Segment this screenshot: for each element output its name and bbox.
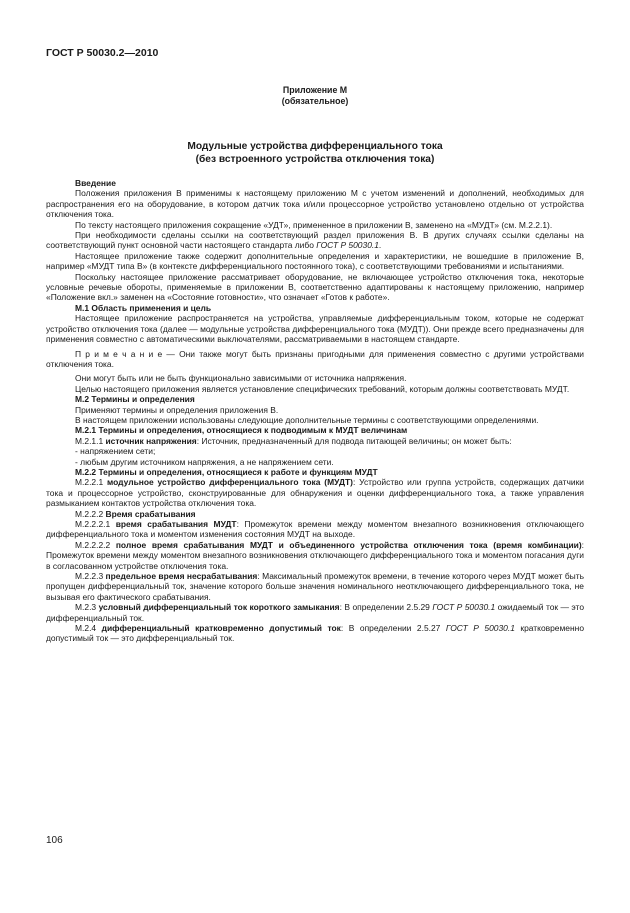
clause-number: М.2.2.3 [75,571,106,582]
m1-paragraph-2: Они могут быть или не быть функционально зависимыми от источника напряжения. [75,373,407,384]
standard-reference: ГОСТ Р 50030.1 [316,240,379,251]
standard-header: ГОСТ Р 50030.2—2010 [46,47,159,59]
def-m24 [46,623,584,644]
defined-term: полное время срабатывания МУДТ и объединенного устройства отключения тока (время комбинации) [115,539,582,550]
intro-paragraph-1: Положения приложения В применимы к настоящему приложению М с учетом изменений и дополнений, необходимых для распространения его на оборудование, в котором датчик тока и/или процессорное устройство установлено отдельно от устройства отключения тока. [46,188,584,220]
standard-reference: ГОСТ Р 50030.1 [445,623,515,634]
def-m221 [46,477,584,508]
definition-text: : Промежуток времени между моментом внезапного возникновения отключающего дифференциального тока и моментом изменения состояния МУДТ на выходе. [46,519,585,540]
list-item: - любым другим источником напряжения, а не напряжением сети. [75,456,334,467]
defined-term: дифференциальный кратковременно допустимый ток [101,623,341,634]
definition-text: : Максимальный промежуток времени, в течение которого через МУДТ может быть пропущен дифференциальный ток, значение которого больше значения номинального неотключающего дифференциального тока, не вызывая его фактического срабатывания. [46,571,585,602]
definition-text: : В определении 2.5.29 [339,602,433,613]
definition-text: ожидаемый ток — это дифференциальный ток. [46,602,585,623]
clause-number: М.2.2.2.2 [75,539,116,550]
clause-number: М.2.4 [75,623,102,634]
def-m223 [46,571,584,602]
intro-p3-end: . [378,240,382,251]
m1-paragraph-1: Настоящее приложение распространяется на устройства, управляемые дифференциальным током, которые не содержат устройство отключения тока (далее — модульные устройства дифференциального тока (МУДТ)). Они прежде всего предназначены для применения совместно с автоматическими выключателями, рассматриваемыми в настоящем стандарте. [46,313,584,345]
defined-term: источник напряжения [105,435,197,446]
def-m2221 [46,519,584,540]
annex-heading [46,85,584,107]
list-item: - напряжением сети; [75,446,156,457]
clause-number: М.2.2.1 [75,477,107,488]
clause-number: М.2.3 [75,602,99,613]
def-m23 [46,602,584,623]
m2-paragraph-2: В настоящем приложении использованы следующие дополнительные термины с соответствующими определениями. [75,414,539,425]
def-m2222 [46,540,584,571]
section-title [46,141,584,166]
m2-paragraph-1: Применяют термины и определения приложения В. [75,404,279,415]
definition-text: : В определении 2.5.27 [340,623,446,634]
m1-heading: М.1 Область применения и цель [75,302,212,313]
definition-text: : Промежуток времени между моментом внезапного возникновения отключающего дифференциального тока и моментом погасания дуги в согласованном устройстве отключения тока. [46,539,584,571]
annex-title: Приложение М [282,85,348,95]
m22-heading: М.2.2 Термины и определения, относящиеся к работе и функциям МУДТ [75,466,378,477]
definition-text: : Источник, предназначенный для подвода питающей величины; он может быть: [196,435,512,446]
defined-term: модульное устройство дифференциального тока (МУДТ) [107,477,353,488]
intro-paragraph-2: По тексту настоящего приложения сокращение «УДТ», примененное в приложении В, заменено на «МУДТ» (см. М.2.2.1). [75,219,553,230]
clause-number: М.2.2.2.1 [75,519,116,529]
defined-term: Время срабатывания [105,508,196,519]
definition-text: : Устройство или группа устройств, содержащих датчики тока и процессорное устройство, сконструированные для обнаружения и оценки дифференциального тока, а также управления размыканием контактов устройства отключения тока. [46,477,584,509]
m1-paragraph-3: Целью настоящего приложения является установление специфических требований, которым должны соответствовать МУДТ. [75,383,570,394]
m2-heading: М.2 Термины и определения [75,394,195,405]
defined-term: время срабатывания МУДТ [115,519,237,529]
clause-number: М.2.1.1 [75,435,106,446]
defined-term: предельное время несрабатывания [105,571,258,582]
standard-reference: ГОСТ Р 50030.1 [432,602,496,613]
note-label: П р и м е ч а н и е [75,348,163,359]
m21-heading: М.2.1 Термины и определения, относящиеся к подводимым к МУДТ величинам [75,425,408,436]
intro-paragraph-5: Поскольку настоящее приложение рассматривает оборудование, не включающее устройство отключения тока, некоторые условные речевые обороты, применяемые в приложении В, соответственно адаптированы к настоящему приложению, например «Положение вкл.» заменен на «Состояние готовности», что означает «Готов к работе». [46,271,584,303]
def-m222 [46,509,584,519]
intro-heading: Введение [75,178,116,188]
m1-note [46,349,584,370]
clause-number: М.2.2.2 [75,508,106,519]
note-text: — Они также могут быть признаны пригодными для применения совместно с другими устройствами отключения тока. [46,348,584,369]
intro-paragraph-3 [46,230,584,251]
intro-paragraph-4: Настоящее приложение также содержит дополнительные определения и характеристики, не вошедшие в приложение В, например «МУДТ типа В» (в контексте дифференциального постоянного тока), с соответствующими требованиями и испытаниями. [46,250,584,272]
page-number: 106 [46,835,63,846]
intro-p3-text: При необходимости сделаны ссылки на соответствующий раздел приложения В. В других случаях ссылки сделаны на соответствующий пункт основной части настоящего стандарта либо [46,230,584,251]
def-m211 [46,436,584,446]
defined-term: условный дифференциальный ток короткого замыкания [98,602,340,613]
annex-status: (обязательное) [281,96,349,106]
definition-text: кратковременно допустимый ток — это дифференциальный ток. [46,623,585,644]
title-line-2: (без встроенного устройства отключения тока) [195,153,435,165]
title-line-1: Модульные устройства дифференциального тока [187,141,443,152]
document-body [46,178,584,644]
